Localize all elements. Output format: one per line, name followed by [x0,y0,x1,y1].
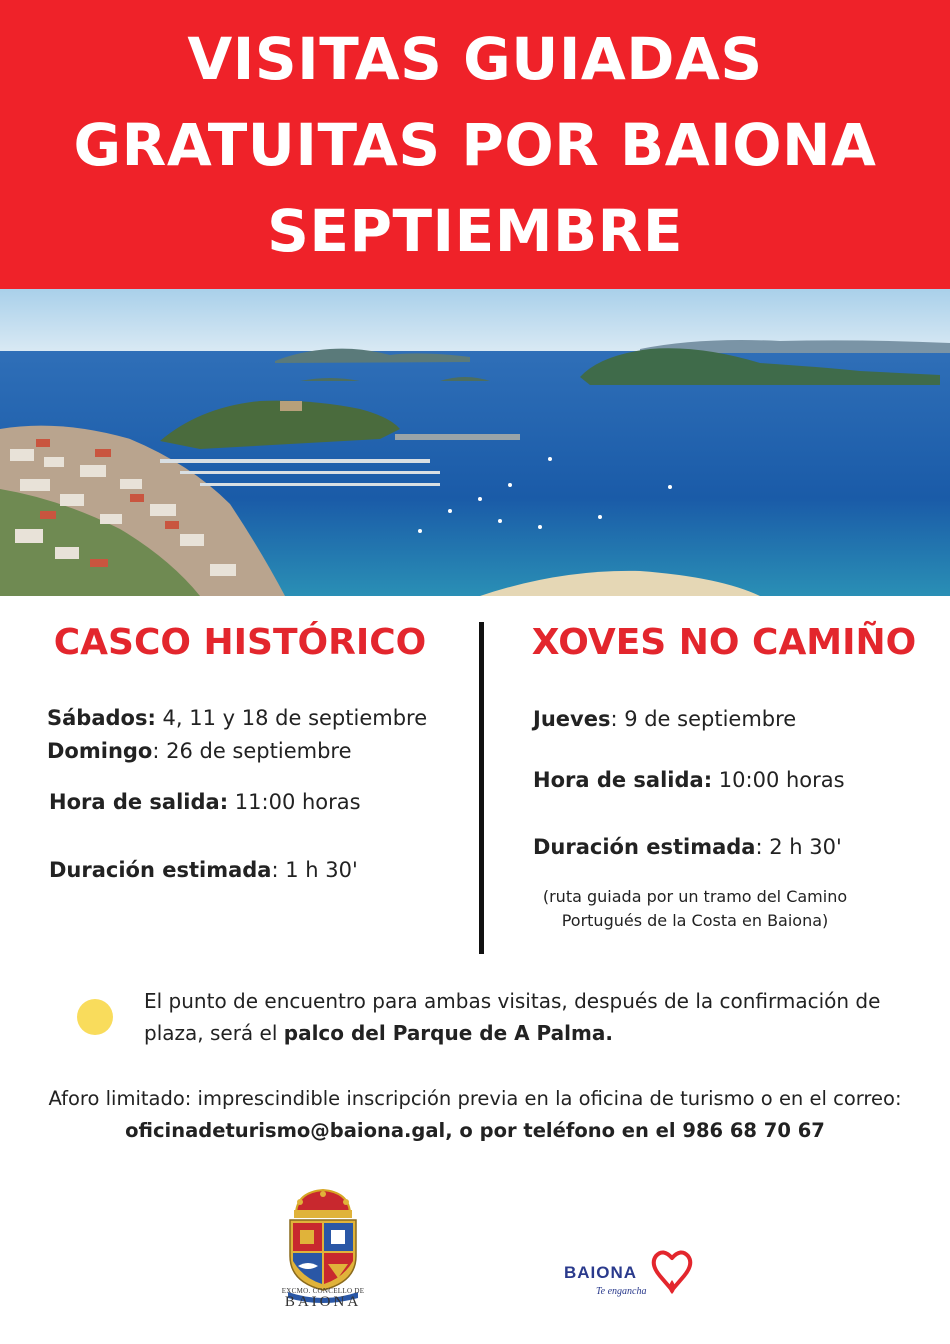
meeting-place: palco del Parque de A Palma. [283,1021,613,1045]
xoves-hora [533,768,845,792]
xoves-hora-label: Hora de salida: [533,768,713,792]
title-line-1: VISITAS GUIADAS [187,24,763,93]
title-banner [0,0,950,289]
crest-caption-large: BAIONA [284,1294,362,1310]
casco-domingo [47,739,352,763]
casco-sabados [47,706,427,730]
xoves-hora-value: 10:00 horas [712,768,845,792]
baiona-brand-logo [560,1244,700,1304]
casco-domingo-label: Domingo [47,739,153,763]
contact-info: oficinadeturismo@baiona.gal, o por teléfono en el 986 68 70 67 [125,1119,825,1142]
xoves-duracion-value: : 2 h 30' [755,835,842,859]
crest-caption-small: EXCMO. CONCELLO DE [281,1287,365,1295]
brand-name: BAIONA [564,1263,638,1282]
aforo-text: Aforo limitado: imprescindible inscripción previa en la oficina de turismo o en el correo: [48,1087,902,1110]
xoves-jueves-value: : 9 de septiembre [610,707,797,731]
casco-title: CASCO HISTÓRICO [53,622,427,663]
casco-hora [49,790,361,814]
registration-text [40,1083,910,1147]
xoves-jueves [533,707,796,731]
casco-duracion-label: Duración estimada [49,858,272,882]
casco-sabados-value: 4, 11 y 18 de septiembre [155,706,428,730]
xoves-jueves-label: Jueves [533,707,611,731]
xoves-duracion [533,835,842,859]
title-line-2: GRATUITAS POR BAIONA [73,110,877,179]
casco-hora-label: Hora de salida: [49,790,229,814]
bullet-dot [77,999,113,1035]
casco-hora-value: 11:00 horas [228,790,361,814]
casco-duracion [49,858,358,882]
brand-tagline: Te engancha [596,1286,647,1297]
casco-duracion-value: : 1 h 30' [271,858,358,882]
xoves-note: (ruta guiada por un tramo del Camino Portugués de la Costa en Baiona) [542,887,848,930]
xoves-title: XOVES NO CAMIÑO [531,622,917,663]
meeting-point-text [144,985,934,1049]
casco-sabados-label: Sábados: [47,706,156,730]
casco-domingo-value: : 26 de septiembre [152,739,352,763]
xoves-duracion-label: Duración estimada [533,835,756,859]
column-divider [479,622,484,954]
meeting-text: El punto de encuentro para ambas visitas, después de la confirmación de plaza, será el [144,989,881,1045]
title-line-3: SEPTIEMBRE [267,196,683,265]
bay-photo [0,289,950,596]
